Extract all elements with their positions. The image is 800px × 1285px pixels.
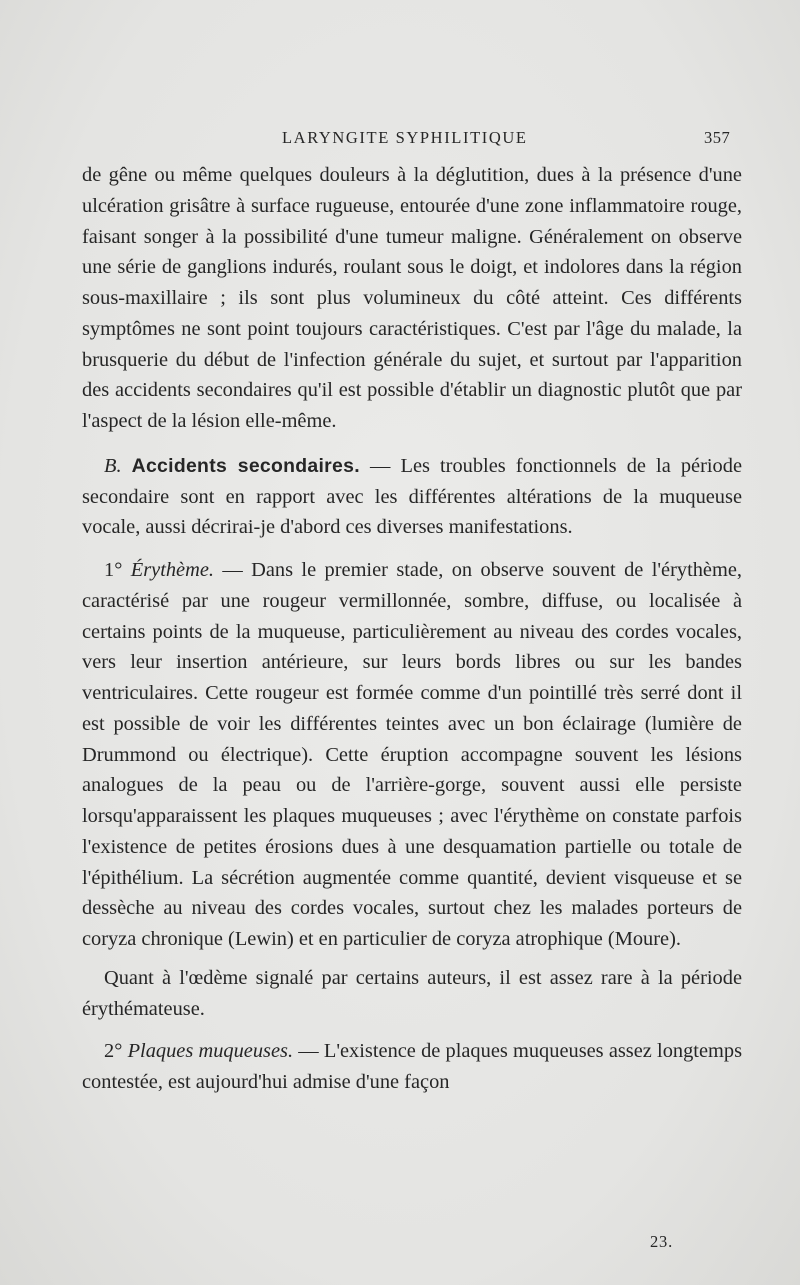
body-text [82, 160, 742, 1098]
paragraph-plaques-muqueuses [82, 1036, 742, 1098]
paragraph-continuation: de gêne ou même quelques douleurs à la déglutition, dues à la présence d'une ulcération grisâtre à surface rugueuse, entourée d'une zone inflammatoire rouge, faisant songer à la possibilité d'une tumeur maligne. Généralement on observe une série de ganglions indurés, roulant sous le doigt, et indolores dans la région sous-maxillaire ; ils sont plus volumineux du côté atteint. Ces différents symptômes ne sont point toujours caractéristiques. C'est par l'âge du malade, la brusquerie du début de l'infection générale du sujet, et surtout par l'apparition des accidents secondaires qu'il est possible d'établir un diagnostic plutôt que par l'aspect de la lésion elle-même. [82, 164, 742, 432]
paragraph-accidents-secondaires [82, 451, 742, 543]
paragraph-oedeme: Quant à l'œdème signalé par certains auteurs, il est assez rare à la période érythémateuse. [82, 966, 742, 1020]
running-head [0, 128, 800, 152]
subsection-number: 1° [104, 559, 123, 581]
paragraph-text: — Les troubles fonctionnels de la période secondaire sont en rapport avec les différentes altérations de la muqueuse vocale, aussi décrirai-je d'abord ces diverses manifestations. [82, 454, 742, 539]
paragraph-erytheme [82, 555, 742, 955]
paragraph-text: — L'existence de plaques muqueuses assez longtemps contestée, est aujourd'hui admise d'une façon [82, 1040, 743, 1093]
signature-mark: 23. [650, 1232, 674, 1251]
running-title: LARYNGITE SYPHILITIQUE [282, 128, 528, 147]
subsection-number: 2° [104, 1040, 123, 1063]
paragraph-text: — Dans le premier stade, on observe souvent de l'érythème, caractérisé par une rougeur vermillonnée, sombre, diffuse, ou localisée à certains points de la muqueuse, particulièrement au niveau des cordes vocales, vers leur insertion antérieure, sur leurs bords libres ou sur les bandes ventriculaires. Cette rougeur est formée comme d'un pointillé très serré dont il est possible de voir les différentes teintes avec un bon éclairage (lumière de Drummond ou électrique). Cette éruption accompagne souvent les lésions analogues de la peau ou de l'arrière-gorge, souvent aussi elle persiste lorsqu'apparaissent les plaques muqueuses ; avec l'érythème on constate parfois l'existence de petites érosions dues à une desquamation partielle ou totale de l'épithélium. La sécrétion augmentée comme quantité, devient visqueuse et se dessèche au niveau des cordes vocales, surtout chez les malades porteurs de coryza chronique (Lewin) et en particulier de coryza atrophique (Moure). [82, 559, 742, 950]
page-number: 357 [704, 128, 731, 147]
subsection-heading: Érythème. [130, 559, 214, 581]
section-label: B. [104, 454, 122, 477]
subsection-heading: Plaques muqueuses. [127, 1040, 294, 1063]
section-heading: Accidents secondaires. [131, 454, 360, 477]
